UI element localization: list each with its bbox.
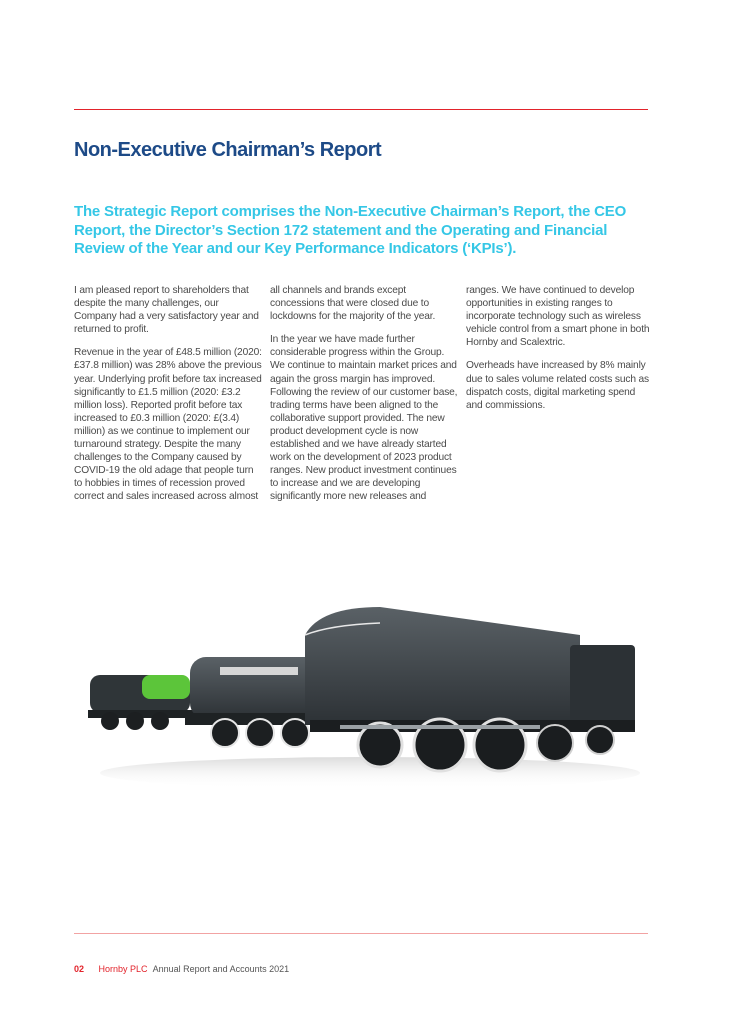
page-number: 02 xyxy=(74,964,85,974)
report-name: Annual Report and Accounts 2021 xyxy=(152,964,290,974)
paragraph: I am pleased report to shareholders that despite the many challenges, our Company had a very satisfactory year and returned to profit. xyxy=(74,285,259,336)
text-column-1 xyxy=(74,284,262,514)
text-column-2 xyxy=(270,284,458,514)
paragraph-continued: ranges. We have continued to develop opportunities in existing ranges to incorporate technology such as wireless vehicle control from a smart phone in both Hornby and Scalextric. xyxy=(466,285,650,349)
green-locomotive xyxy=(88,675,198,730)
footer-rule xyxy=(74,933,648,934)
text-column-3 xyxy=(466,284,654,422)
intro-text: The Strategic Report comprises the Non-Executive Chairman’s Report, the CEO Report, the Director’s Section 172 statement and the Operating and Financial Review of the Year and our Key Performance Indicators (‘KPIs’). xyxy=(74,203,627,257)
front-locomotive xyxy=(305,607,635,771)
page-footer xyxy=(74,964,289,974)
page-title: Non-Executive Chairman’s Report xyxy=(74,139,382,161)
paragraph: In the year we have made further considerable progress within the Group. We continue to maintain market prices and again the gross margin has improved. Following the review of our customer base, trading terms have been aligned to the collaborative support provided. The new product development cycle is now established and we have already started work on the development of 2023 product ranges. New product investment continues to increase and we are developing significantly more new releases and xyxy=(270,334,458,503)
paragraph: Overheads have increased by 8% mainly due to sales volume related costs such as dispatch costs, digital marketing spend and commissions. xyxy=(466,360,649,411)
paragraph-continued: all channels and brands except concessions that were closed due to lockdowns for the majority of the year. xyxy=(270,285,436,323)
paragraph: Revenue in the year of £48.5 million (2020: £37.8 million) was 28% above the previous year. Underlying profit before tax increased significantly to £1.5 million (2020: £3.2 million loss). Reported profit before tax increased to £0.3 million (2020: £(3.4) million) as we continue to implement our turnaround strategy. Despite the many challenges to the Company caused by COVID-19 the old adage that people turn to hobbies in times of recession proved correct and sales increased across almost xyxy=(74,347,262,503)
header-rule xyxy=(74,109,648,110)
company-name: Hornby PLC xyxy=(98,964,148,974)
locomotive-models-image xyxy=(80,595,640,795)
